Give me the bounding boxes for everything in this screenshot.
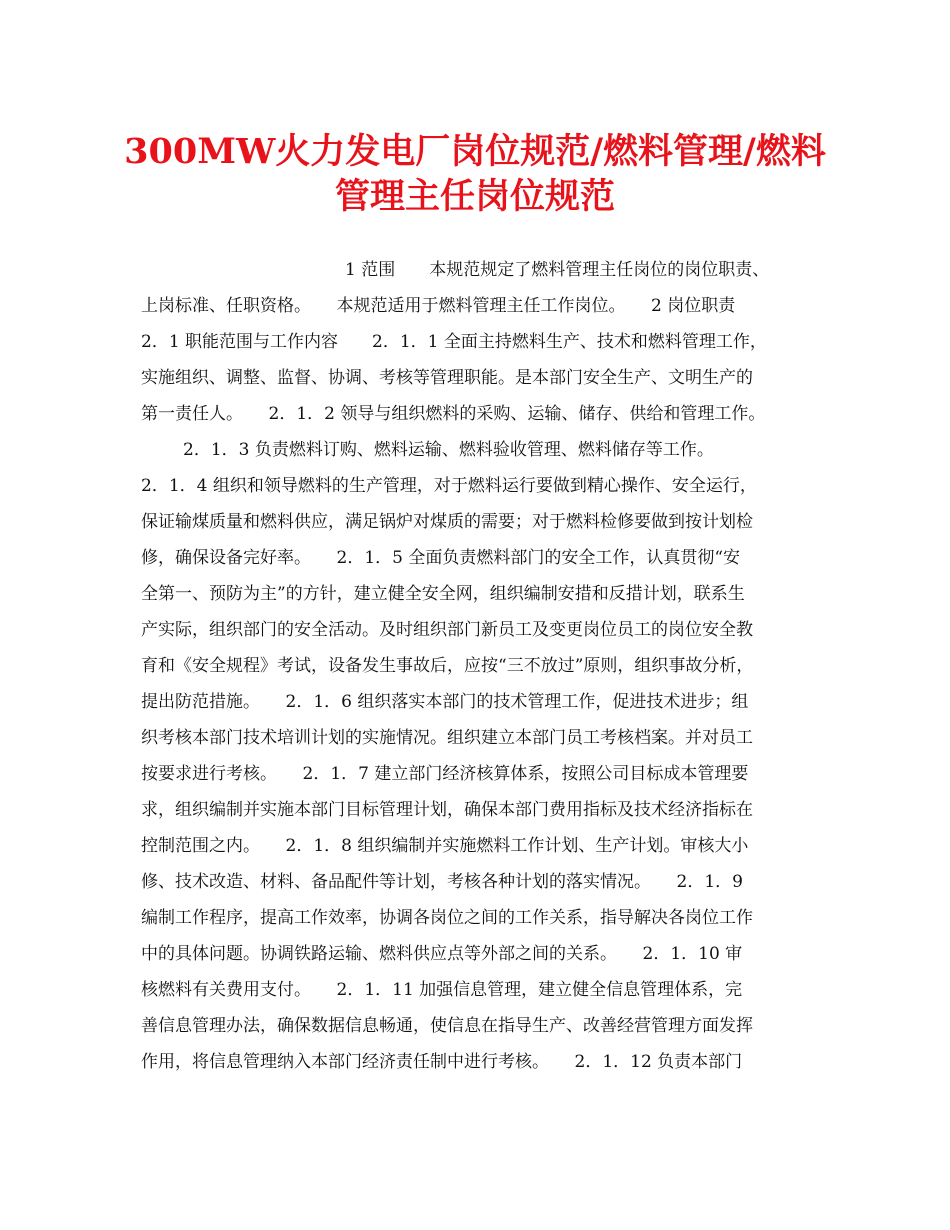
body-line: 修，确保设备完好率。 2．1．5 全面负责燃料部门的安全工作，认真贯彻“安 [141,548,741,568]
body-line: 2．1 职能范围与工作内容 2．1．1 全面主持燃料生产、技术和燃料管理工作， [141,332,767,352]
body-line: 全第一、预防为主”的方针，建立健全安全网，组织编制安措和反措计划，联系生 [141,584,745,604]
body-line: 1 范围 本规范规定了燃料管理主任岗位的岗位职责、 [345,260,770,280]
body-line: 2．1．3 负责燃料订购、燃料运输、燃料验收管理、燃料储存等工作。 [183,440,714,460]
body-line: 按要求进行考核。 2．1．7 建立部门经济核算体系，按照公司目标成本管理要 [141,764,749,784]
body-line: 求，组织编制并实施本部门目标管理计划，确保本部门费用指标及技术经济指标在 [141,800,753,820]
body-line: 提出防范措施。 2．1．6 组织落实本部门的技术管理工作，促进技术进步；组 [141,692,749,712]
body-line: 2．1．4 组织和领导燃料的生产管理，对于燃料运行要做到精心操作、安全运行， [141,476,757,496]
body-line: 核燃料有关费用支付。 2．1．11 加强信息管理，建立健全信息管理体系，完 [141,980,743,1000]
body-line: 控制范围之内。 2．1．8 组织编制并实施燃料工作计划、生产计划。审核大小 [141,836,749,856]
body-line: 实施组织、调整、监督、协调、考核等管理职能。是本部门安全生产、文明生产的 [141,368,753,388]
body-line: 上岗标准、任职资格。 本规范适用于燃料管理主任工作岗位。 2 岗位职责 [141,296,736,316]
body-line: 作用，将信息管理纳入本部门经济责任制中进行考核。 2．1．12 负责本部门 [141,1052,743,1072]
body-line: 修、技术改造、材料、备品配件等计划，考核各种计划的落实情况。 2．1．9 [141,872,743,892]
body-line: 第一责任人。 2．1．2 领导与组织燃料的采购、运输、储存、供给和管理工作。 [141,404,766,424]
body-line: 中的具体问题。协调铁路运输、燃料供应点等外部之间的关系。 2．1．10 审 [141,944,743,964]
document-title-line-2: 管理主任岗位规范 [334,176,615,217]
body-line: 织考核本部门技术培训计划的实施情况。组织建立本部门员工考核档案。并对员工 [141,728,753,748]
body-line: 编制工作程序，提高工作效率，协调各岗位之间的工作关系，指导解决各岗位工作 [141,908,753,928]
document-title-line-1: 300MW火力发电厂岗位规范/燃料管理/燃料 [124,131,826,172]
body-line: 保证输煤质量和燃料供应，满足锅炉对煤质的需要；对于燃料检修要做到按计划检 [141,512,753,532]
body-line: 善信息管理办法，确保数据信息畅通，使信息在指导生产、改善经营管理方面发挥 [141,1016,753,1036]
body-line: 育和《安全规程》考试，设备发生事故后，应按“三不放过”原则，组织事故分析， [141,656,754,676]
body-line: 产实际，组织部门的安全活动。及时组织部门新员工及变更岗位员工的岗位安全教 [141,620,753,640]
